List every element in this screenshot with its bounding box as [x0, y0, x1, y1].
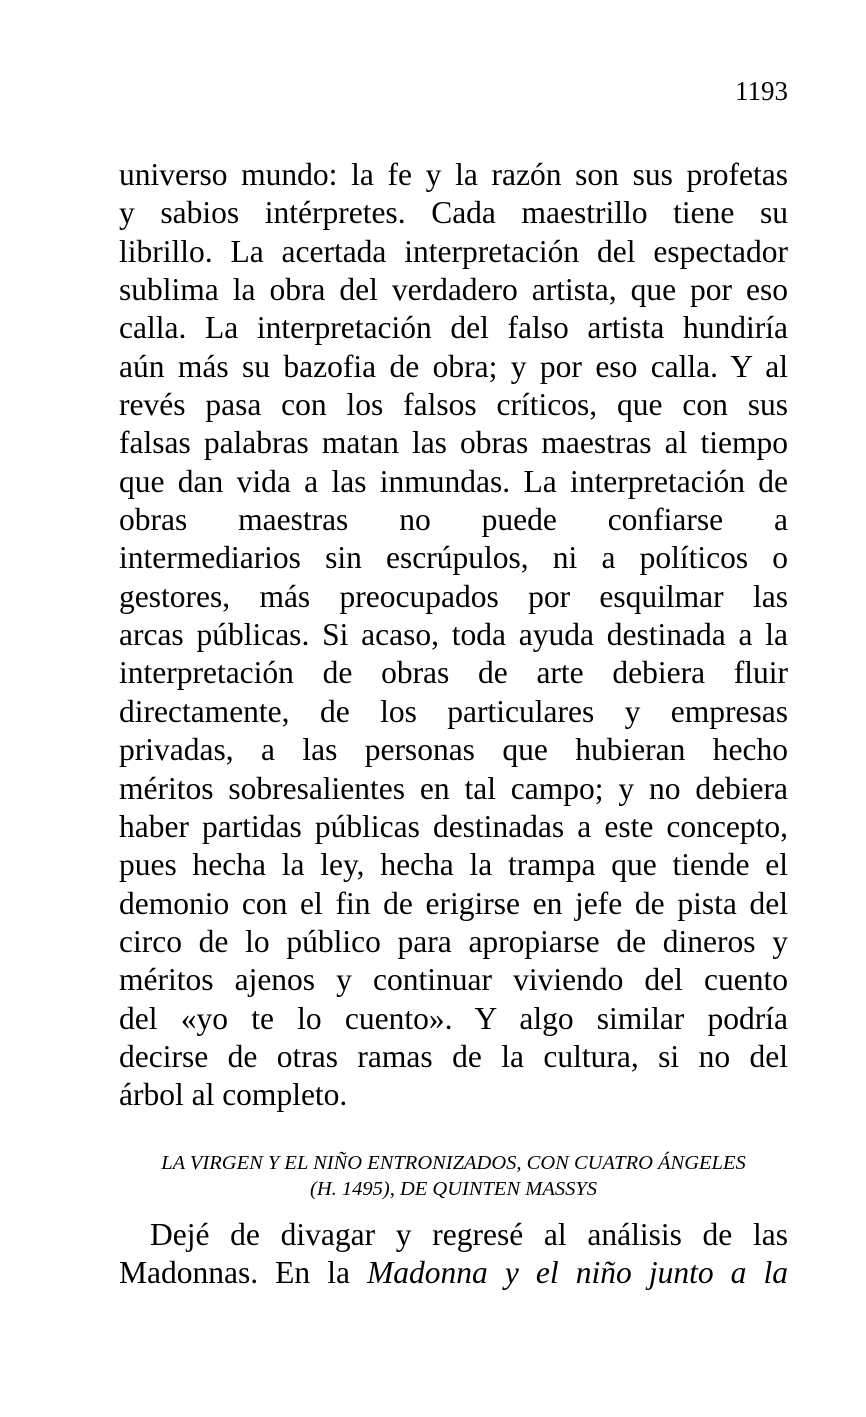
- paragraph-1-line: decirse de otras ramas de la cultura, si no del: [119, 1038, 788, 1074]
- paragraph-1-line: méritos sobresalientes en tal campo; y no debiera: [119, 770, 788, 806]
- paragraph-1-line: árbol al completo.: [119, 1077, 348, 1113]
- section-caption: [119, 1150, 788, 1202]
- paragraph-1-line: universo mundo: la fe y la razón son sus profetas: [119, 157, 788, 192]
- paragraph-2-line-1: Dejé de divagar y regresé al análisis de las: [150, 1217, 788, 1252]
- paragraph-1-line: aún más su bazofia de obra; y por eso calla. Y al: [119, 348, 788, 384]
- paragraph-1-line: pues hecha la ley, hecha la trampa que tiende el: [119, 847, 788, 883]
- paragraph-1-line: privadas, a las personas que hubieran hecho: [119, 732, 788, 768]
- paragraph-1-line: librillo. La acertada interpretación del espectador: [119, 233, 788, 269]
- paragraph-1-line: demonio con el fin de erigirse en jefe de pista del: [119, 885, 788, 921]
- paragraph-1-line: del «yo te lo cuento». Y algo similar podría: [119, 1000, 788, 1036]
- body-paragraph-1: [119, 156, 788, 1115]
- paragraph-1-line: interpretación de obras de arte debiera fluir: [119, 655, 788, 691]
- caption-line-2: (H. 1495), DE QUINTEN MASSYS: [310, 1178, 597, 1200]
- paragraph-1-line: que dan vida a las inmundas. La interpretación de: [119, 463, 788, 499]
- body-paragraph-2: [119, 1216, 788, 1293]
- paragraph-1-line: directamente, de los particulares y empresas: [119, 693, 788, 729]
- page-number: 1193: [735, 76, 788, 106]
- paragraph-1-line: haber partidas públicas destinadas a este concepto,: [119, 808, 788, 844]
- paragraph-2-line-2-italic: Madonna y el niño junto a la: [367, 1255, 788, 1291]
- paragraph-2-line-2-roman: Madonnas. En la: [119, 1255, 368, 1291]
- paragraph-1-line: sublima la obra del verdadero artista, que por eso: [119, 272, 788, 308]
- paragraph-1-line: intermediarios sin escrúpulos, ni a políticos o: [119, 540, 788, 576]
- paragraph-1-line: circo de lo público para apropiarse de dineros y: [119, 923, 788, 959]
- paragraph-1-line: calla. La interpretación del falso artista hundiría: [119, 310, 788, 346]
- paragraph-1-line: revés pasa con los falsos críticos, que con sus: [119, 387, 788, 423]
- paragraph-1-line: arcas públicas. Si acaso, toda ayuda destinada a la: [119, 617, 788, 653]
- paragraph-2-line-2: [119, 1254, 788, 1292]
- paragraph-1-line: obras maestras no puede confiarse a: [119, 502, 788, 538]
- paragraph-1-line: y sabios intérpretes. Cada maestrillo tiene su: [119, 195, 788, 231]
- paragraph-1-line: falsas palabras matan las obras maestras al tiempo: [119, 425, 788, 461]
- caption-line-1: LA VIRGEN Y EL NIÑO ENTRONIZADOS, CON CUATRO ÁNGELES: [161, 1152, 746, 1174]
- paragraph-1-line: méritos ajenos y continuar viviendo del cuento: [119, 962, 788, 998]
- paragraph-1-line: gestores, más preocupados por esquilmar las: [119, 578, 788, 614]
